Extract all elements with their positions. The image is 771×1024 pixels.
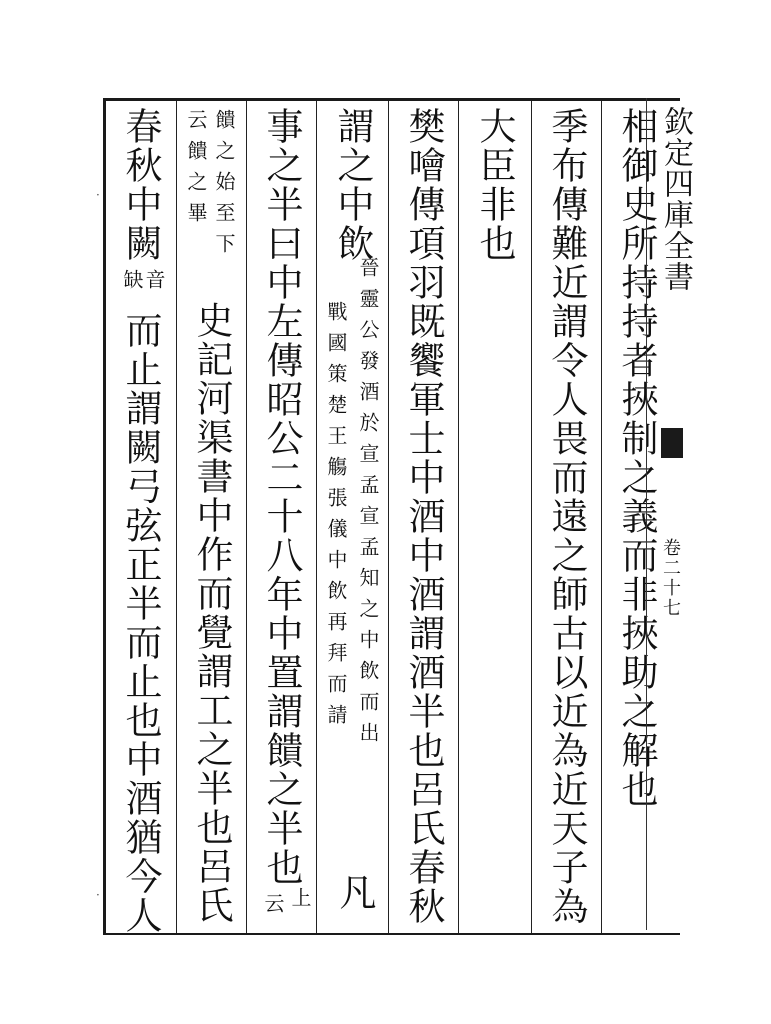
column-rule xyxy=(176,101,177,933)
annotation-right: 音 xyxy=(142,269,166,300)
annotation-right: 晉靈公發酒於宣孟宣孟知之中飲而出 xyxy=(356,257,380,753)
text-column-3: 大臣非也 xyxy=(473,107,516,263)
annotation-left: 云 xyxy=(261,893,285,924)
text-column-8 xyxy=(118,107,162,263)
annotation-left: 缺 xyxy=(120,269,144,300)
fishtail-mark xyxy=(661,428,683,458)
volume-label: 卷二十七 xyxy=(660,538,681,618)
column-rule xyxy=(388,101,389,933)
text-column-2: 季布傳難近謂令人畏而遠之師古以近為近天子為 xyxy=(545,107,588,926)
column-rule xyxy=(458,101,459,933)
annotation-right: 饋之始至下 xyxy=(212,109,236,264)
column-rule xyxy=(601,101,602,933)
annotation-left: 云饋之畢 xyxy=(184,109,208,233)
page-margin xyxy=(646,98,691,930)
column-rule xyxy=(316,101,317,933)
tick-mark: · xyxy=(96,188,100,202)
page-frame xyxy=(103,98,680,935)
column-rule xyxy=(246,101,247,933)
annotation-left: 戰國策楚王觴張儀中飲再拜而請 xyxy=(324,301,348,735)
book-title: 欽定四庫全書 xyxy=(658,106,693,292)
text-column-1: 相御史所持持者挾制之義而非挾助之解也 xyxy=(615,107,658,809)
text-column-8-continued: 而止謂闕弓弦正半而止也中酒猶今人 xyxy=(119,311,162,935)
column-rule xyxy=(531,101,532,933)
text-column-5: 謂之中飲 xyxy=(331,107,374,263)
annotation-right: 上 xyxy=(288,887,312,918)
tick-mark: · xyxy=(96,888,100,902)
text-column-5-continued: 凡 xyxy=(333,873,376,912)
text-column-7: 史記河渠書中作而覺謂工之半也呂氏 xyxy=(190,301,233,925)
column-text: 春秋中闕 xyxy=(119,107,162,263)
text-column-4: 樊噲傳項羽既饗軍士中酒中酒謂酒半也呂氏春秋 xyxy=(402,107,445,926)
text-column-6: 事之半曰中左傳昭公二十八年中置謂饋之半也 xyxy=(260,107,303,887)
